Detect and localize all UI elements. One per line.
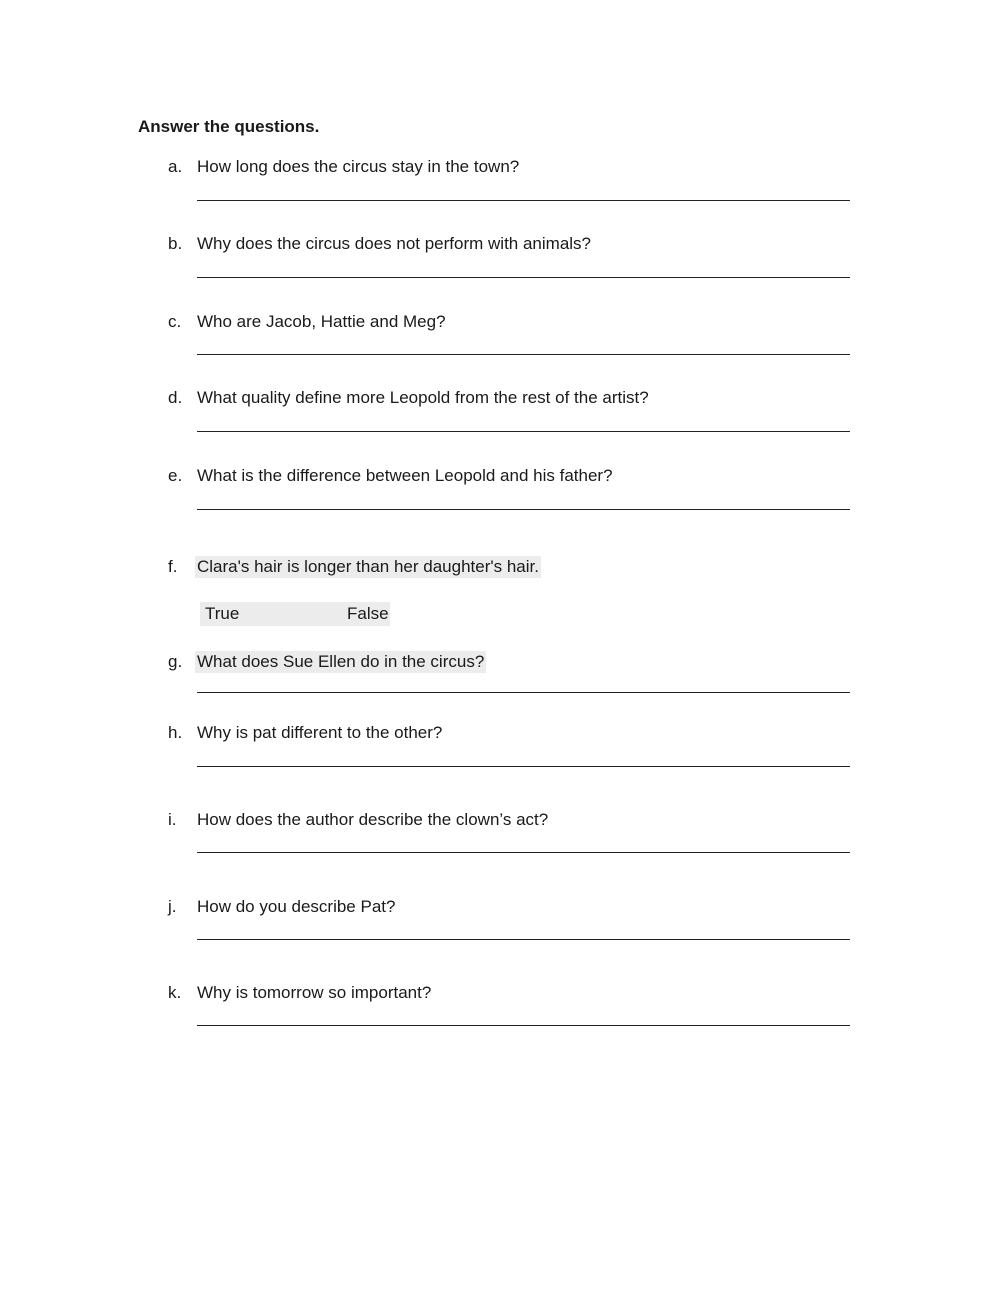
answer-line-j[interactable]: [197, 939, 850, 940]
answer-line-b[interactable]: [197, 277, 850, 278]
question-letter: g.: [168, 652, 183, 671]
true-false-options: [200, 602, 390, 626]
answer-line-d[interactable]: [197, 431, 850, 432]
question-text: How long does the circus stay in the town?: [197, 157, 520, 176]
answer-line-h[interactable]: [197, 766, 850, 767]
question-letter: k.: [168, 983, 182, 1002]
question-text: Clara's hair is longer than her daughter's hair.: [197, 557, 539, 576]
question-letter: b.: [168, 234, 183, 253]
answer-line-a[interactable]: [197, 200, 850, 201]
question-letter: e.: [168, 466, 183, 485]
question-letter: c.: [168, 312, 182, 331]
question-letter: i.: [168, 810, 177, 829]
worksheet-heading: Answer the questions.: [138, 117, 320, 136]
question-text: What does Sue Ellen do in the circus?: [197, 652, 485, 671]
answer-line-e[interactable]: [197, 509, 850, 510]
question-letter: f.: [168, 557, 178, 576]
question-text: Why does the circus does not perform with animals?: [197, 234, 592, 253]
question-text: How do you describe Pat?: [197, 897, 396, 916]
question-text: Who are Jacob, Hattie and Meg?: [197, 312, 446, 331]
answer-line-g[interactable]: [197, 692, 850, 693]
question-text: Why is pat different to the other?: [197, 723, 443, 742]
question-text: Why is tomorrow so important?: [197, 983, 432, 1002]
false-option[interactable]: False: [347, 604, 389, 623]
question-text: What is the difference between Leopold and his father?: [197, 466, 613, 485]
question-letter: a.: [168, 157, 183, 176]
question-letter: d.: [168, 388, 183, 407]
question-letter: h.: [168, 723, 183, 742]
question-text: How does the author describe the clown’s act?: [197, 810, 549, 829]
question-letter: j.: [168, 897, 177, 916]
answer-line-i[interactable]: [197, 852, 850, 853]
answer-line-k[interactable]: [197, 1025, 850, 1026]
true-option[interactable]: True: [205, 604, 240, 623]
answer-line-c[interactable]: [197, 354, 850, 355]
question-text: What quality define more Leopold from the rest of the artist?: [197, 388, 649, 407]
